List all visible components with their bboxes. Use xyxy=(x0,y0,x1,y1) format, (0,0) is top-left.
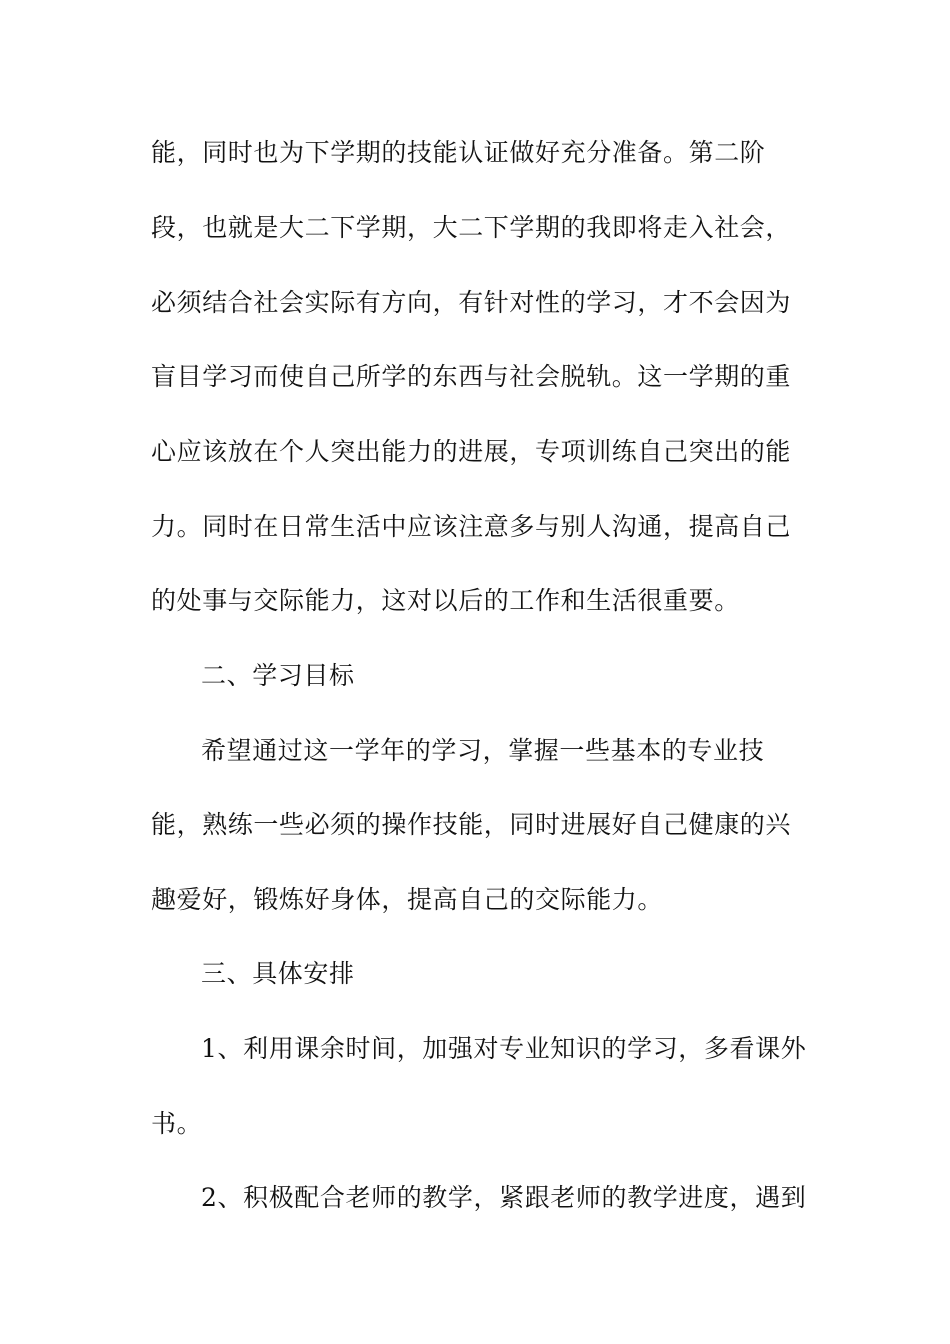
paragraph-line: 盲目学习而使自己所学的东西与社会脱轨。这一学期的重 xyxy=(151,362,792,391)
paragraph-line: 心应该放在个人突出能力的进展，专项训练自己突出的能 xyxy=(151,437,792,466)
paragraph-line: 能，同时也为下学期的技能认证做好充分准备。第二阶 xyxy=(151,138,766,167)
paragraph-line: 力。同时在日常生活中应该注意多与别人沟通，提高自己 xyxy=(151,512,792,541)
section-heading: 二、学习目标 xyxy=(201,661,355,690)
paragraph-line: 趣爱好，锻炼好身体，提高自己的交际能力。 xyxy=(151,885,664,914)
paragraph-line: 希望通过这一学年的学习，掌握一些基本的专业技 xyxy=(201,736,765,765)
list-item: 2、积极配合老师的教学，紧跟老师的教学进度，遇到 xyxy=(201,1183,807,1212)
paragraph-line: 段，也就是大二下学期，大二下学期的我即将走入社会， xyxy=(151,213,792,242)
paragraph-line: 必须结合社会实际有方向，有针对性的学习，才不会因为 xyxy=(151,288,792,317)
list-item-continuation: 书。 xyxy=(151,1109,203,1138)
paragraph-line: 能，熟练一些必须的操作技能，同时进展好自己健康的兴 xyxy=(151,810,792,839)
list-item: 1、利用课余时间，加强对专业知识的学习，多看课外 xyxy=(201,1034,807,1063)
paragraph-line: 的处事与交际能力，这对以后的工作和生活很重要。 xyxy=(151,586,740,615)
section-heading: 三、具体安排 xyxy=(201,959,355,988)
